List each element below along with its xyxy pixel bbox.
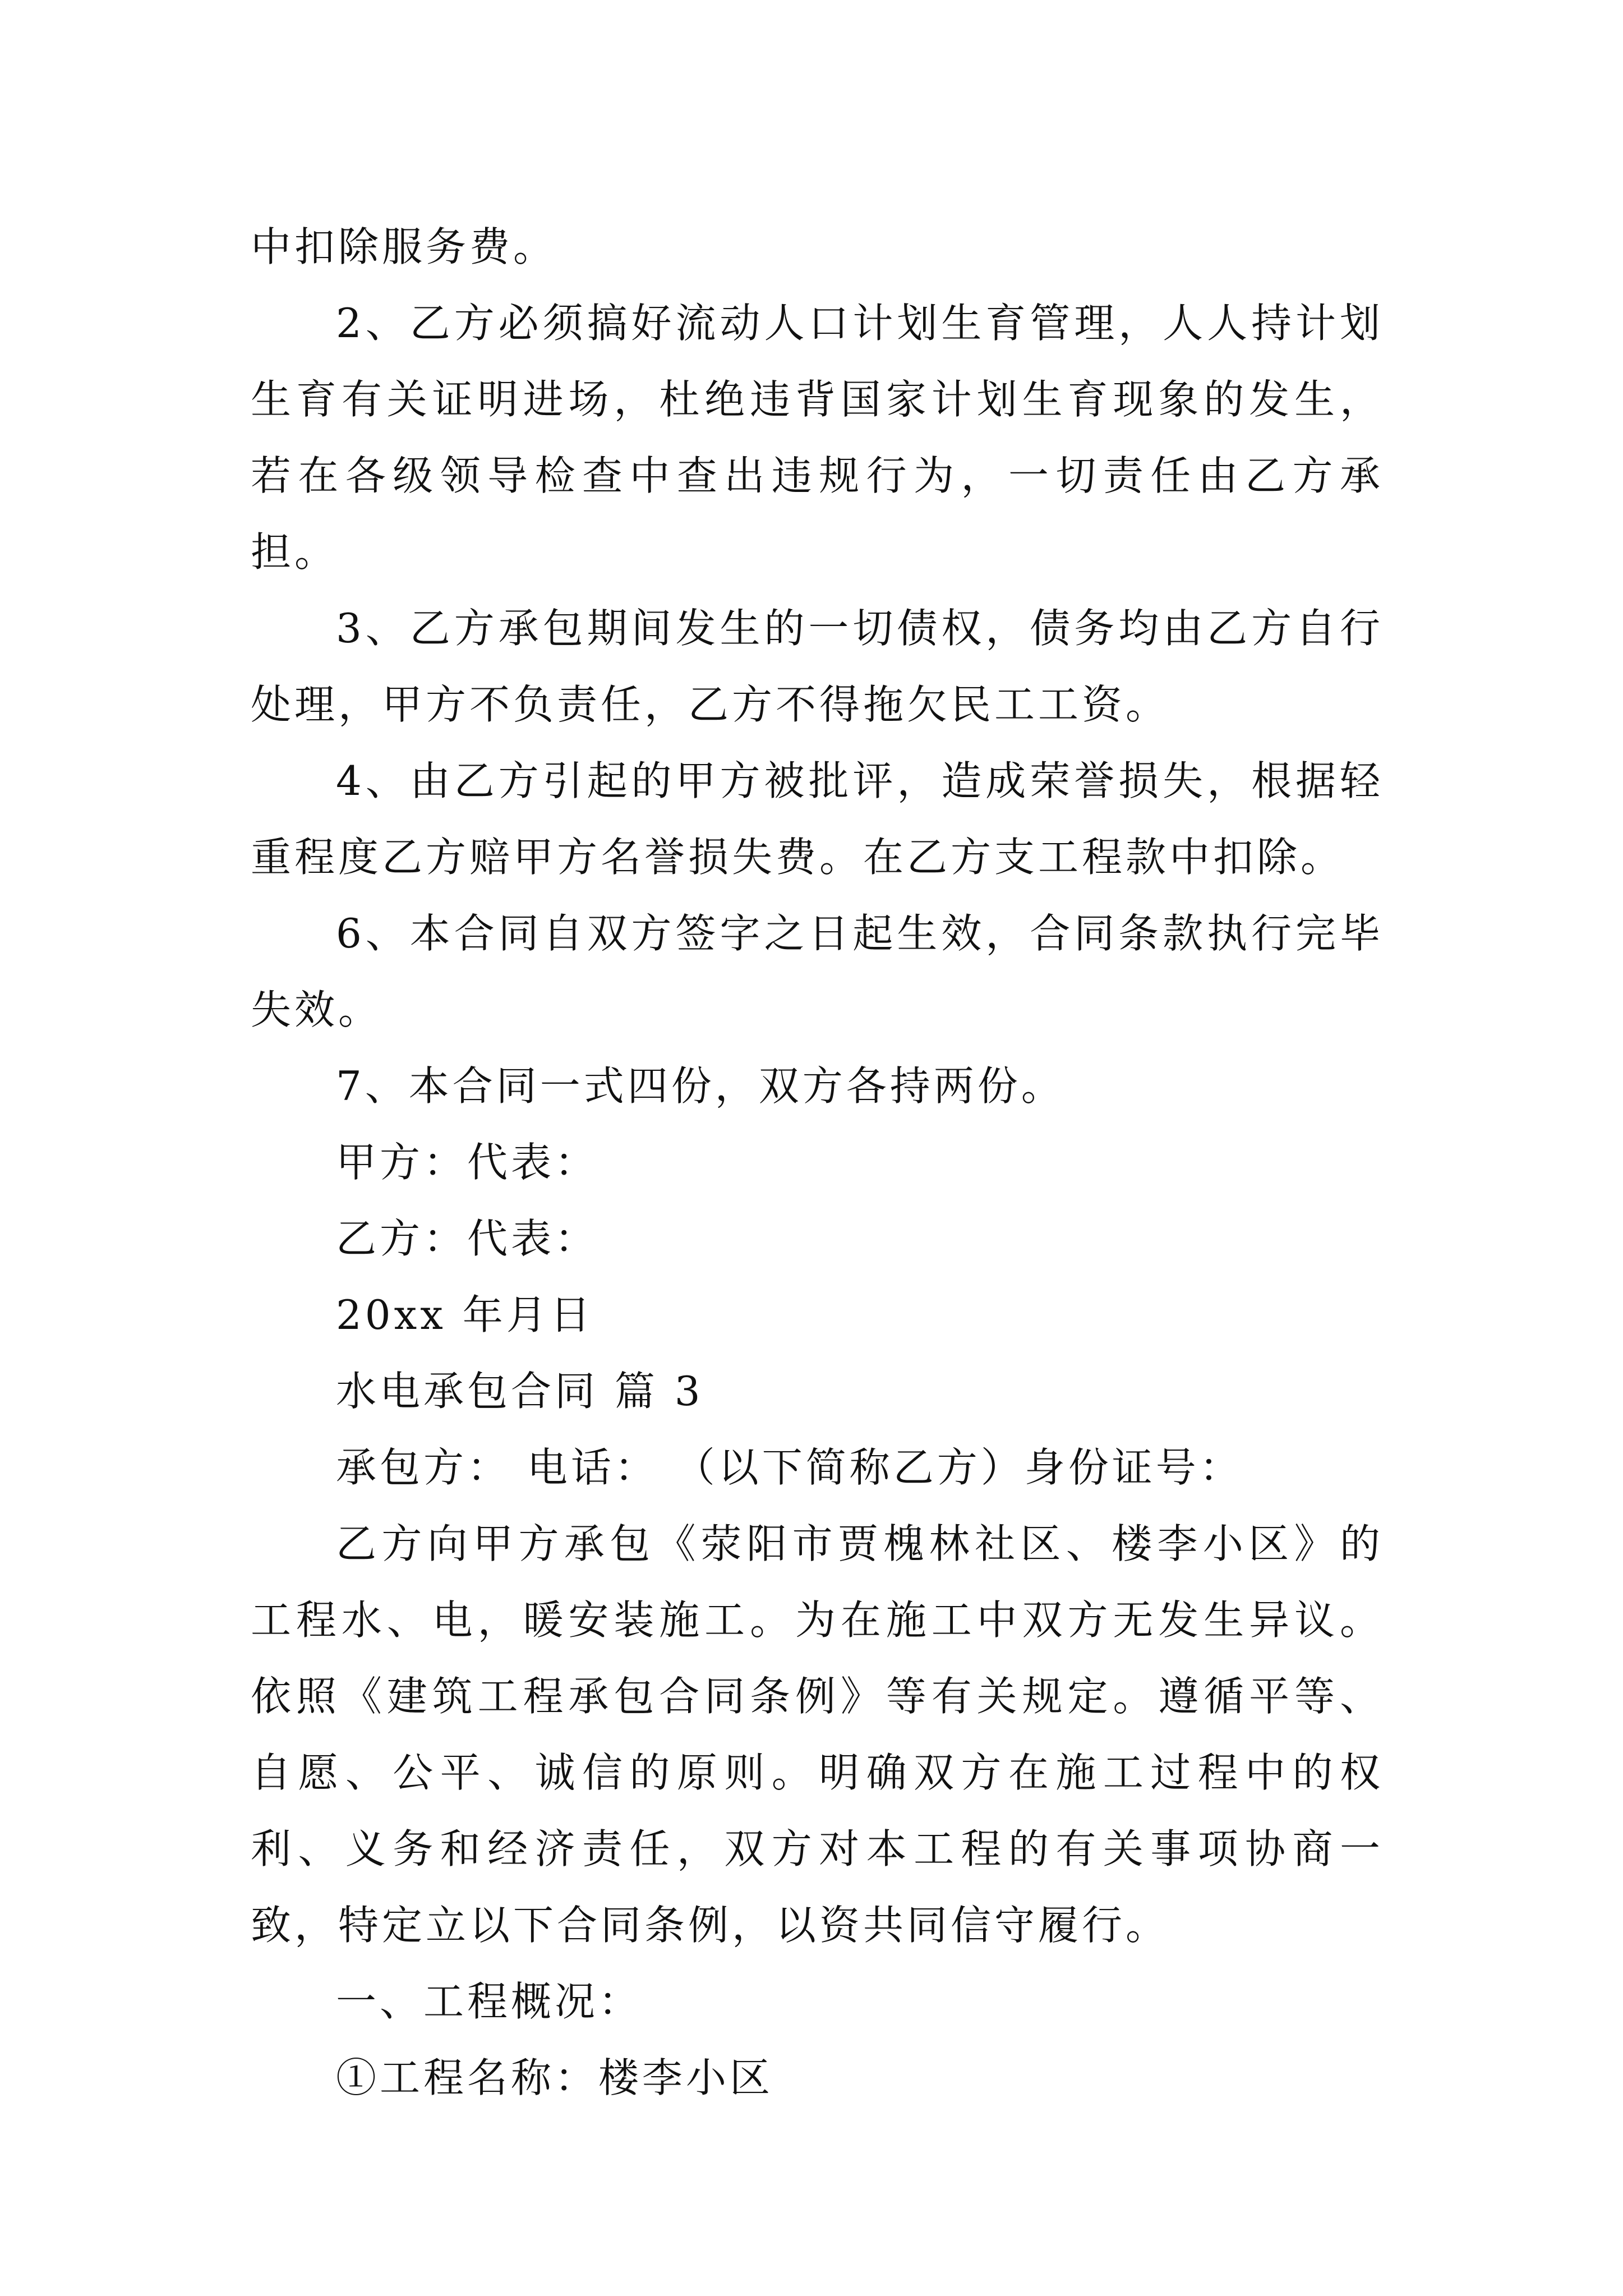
project-name-line: ①工程名称：楼李小区 (336, 2054, 774, 2101)
paragraph-clause-6: 6、本合同自双方签字之日起生效，合同条款执行完毕失效。 (251, 910, 1384, 1033)
section-heading-contract-3: 水电承包合同 篇 3 (336, 1368, 704, 1415)
paragraph-clause-3: 3、乙方承包期间发生的一切债权，债务均由乙方自行处理，甲方不负责任，乙方不得拖欠民工工资。 (251, 605, 1384, 728)
paragraph-clause-2: 2、乙方必须搞好流动人口计划生育管理，人人持计划生育有关证明进场，杜绝违背国家计划生育现象的发生，若在各级领导检查中查出违规行为，一切责任由乙方承担。 (251, 300, 1384, 576)
document-body (251, 209, 1384, 2116)
party-a-signature-line: 甲方：代表： (336, 1139, 599, 1186)
heading-project-overview: 一、工程概况： (336, 1978, 643, 2025)
paragraph-service-fee: 中扣除服务费。 (251, 223, 557, 270)
paragraph-clause-7: 7、本合同一式四份，双方各持两份。 (336, 1062, 1065, 1110)
date-line: 20xx 年月日 (336, 1291, 594, 1338)
party-b-signature-line: 乙方：代表： (336, 1215, 599, 1262)
paragraph-contract-intro: 乙方向甲方承包《荥阳市贾槐林社区、楼李小区》的工程水、电，暖安装施工。为在施工中双方无发生异议。依照《建筑工程承包合同条例》等有关规定。遵循平等、自愿、公平、诚信的原则。明确双方在施工过程中的权利、义务和经济责任，双方对本工程的有关事项协商一致，特定立以下合同条例，以资共同信守履行。 (251, 1520, 1384, 1949)
paragraph-clause-4: 4、由乙方引起的甲方被批评，造成荣誉损失，根据轻重程度乙方赔甲方名誉损失费。在乙方支工程款中扣除。 (251, 757, 1384, 881)
contractor-info-line: 承包方： 电话： （以下简称乙方）身份证号： (336, 1444, 1243, 1491)
